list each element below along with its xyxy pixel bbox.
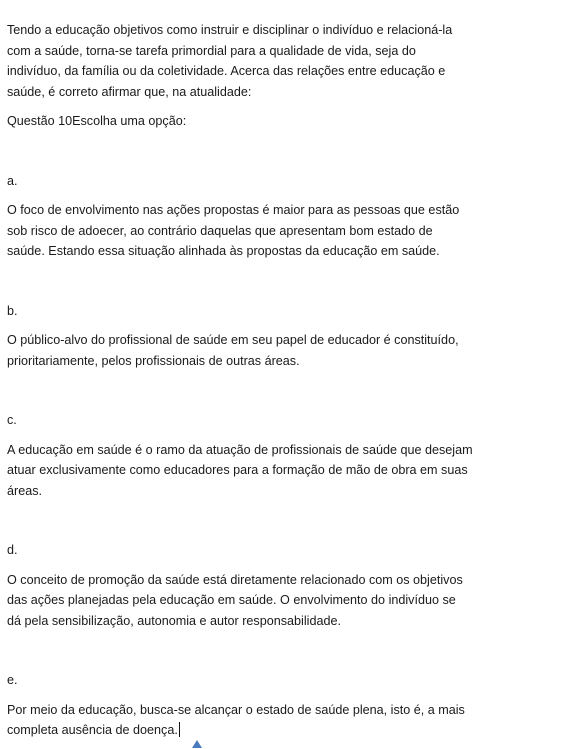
option-d[interactable] bbox=[7, 540, 512, 631]
option-text: O foco de envolvimento nas ações propostas é maior para as pessoas que estão sob risco de adoecer, ao contrário daquelas que apresentam bom estado de saúde. Estando essa situação alinhada às propostas da educação em saúde. bbox=[7, 203, 460, 258]
option-text-content: Por meio da educação, busca-se alcançar o estado de saúde plena, isto é, a mais completa ausência de doença. bbox=[7, 702, 465, 737]
question-text: Tendo a educação objetivos como instruir e disciplinar o indivíduo e relacioná-la com a saúde, torna-se tarefa primordial para a qualidade de vida, seja do indivíduo, da família ou da coletividade. Acerca das relações entre educação e saúde, é correto afirmar que, na atualidade: bbox=[7, 23, 453, 99]
document bbox=[7, 20, 512, 741]
option-text bbox=[7, 700, 512, 741]
selection-handle-icon[interactable] bbox=[192, 740, 202, 748]
option-letter: b. bbox=[7, 303, 18, 318]
option-c[interactable] bbox=[7, 410, 512, 501]
option-text: O público-alvo do profissional de saúde em seu papel de educador é constituído, prioritariamente, pelos profissionais de outras áreas. bbox=[7, 333, 459, 368]
question-label: Questão 10Escolha uma opção: bbox=[7, 114, 187, 128]
option-a[interactable] bbox=[7, 171, 512, 262]
option-text: A educação em saúde é o ramo da atuação de profissionais de saúde que desejam atuar exclusivamente como educadores para a formação de mão de obra em suas áreas. bbox=[7, 442, 473, 498]
option-text: O conceito de promoção da saúde está diretamente relacionado com os objetivos das ações planejadas pela educação em saúde. O envolvimento do indivíduo se dá pela sensibilização, autonomia e autor responsabilidade. bbox=[7, 572, 463, 628]
option-b[interactable] bbox=[7, 301, 512, 372]
text-cursor-icon bbox=[179, 722, 180, 737]
option-letter: c. bbox=[7, 413, 17, 427]
option-e[interactable] bbox=[7, 670, 512, 741]
option-letter: a. bbox=[7, 173, 18, 188]
option-letter: d. bbox=[7, 543, 18, 557]
option-letter: e. bbox=[7, 673, 18, 687]
